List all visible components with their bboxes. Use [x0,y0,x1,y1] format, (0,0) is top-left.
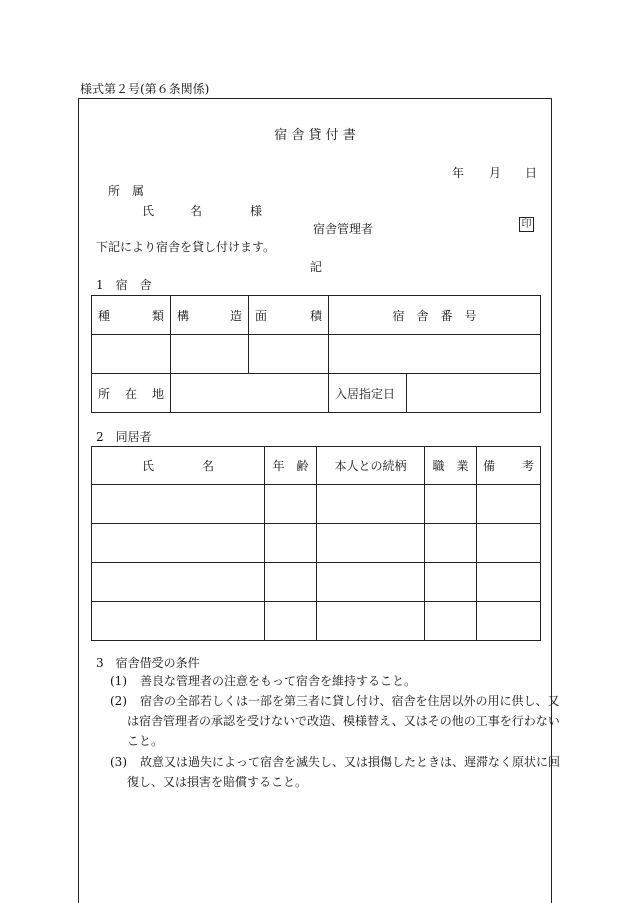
cohabitants-table [91,446,541,641]
cohabitant-age-cell[interactable] [265,524,317,563]
location-label: 所 在 地 [98,386,164,401]
section-3-heading: 3 宿舎借受の条件 [96,656,200,670]
seal-stamp: 印 [519,217,534,232]
header-relation: 本人との続柄 [334,459,407,473]
cohabitant-occupation-cell[interactable] [425,563,477,602]
location-cell[interactable] [171,374,329,413]
cohabitant-occupation-cell[interactable] [425,524,477,563]
condition-1-number: (1) [110,674,127,688]
cohabitant-remarks-cell[interactable] [477,602,541,641]
header-occupation: 職 業 [432,459,469,473]
move-in-date-cell[interactable] [407,374,541,413]
cohabitant-name-cell[interactable] [92,485,265,524]
structure-cell[interactable] [171,335,249,374]
cohabitant-relation-cell[interactable] [317,485,425,524]
header-area: 面 積 [255,308,322,323]
manager-label: 宿舎管理者 [313,222,374,236]
cohabitant-relation-cell[interactable] [317,524,425,563]
header-dormitory-number: 宿 舎 番 号 [392,308,477,323]
dormitory-number-cell[interactable] [329,335,541,374]
cohabitant-age-cell[interactable] [265,485,317,524]
cohabitants-header-row [92,447,541,485]
type-cell[interactable] [92,335,171,374]
section-1-heading: 1 宿 舎 [96,278,152,292]
intro-text: 下記により宿舎を貸し付けます。 [96,240,276,254]
date-day: 日 [525,166,538,180]
header-name: 氏 名 [141,459,214,473]
name-label: 氏 名 様 [142,204,263,218]
cohabitant-relation-cell[interactable] [317,602,425,641]
header-age: 年 齢 [272,459,309,473]
cohabitant-name-cell[interactable] [92,524,265,563]
location-row [92,374,541,413]
cohabitant-relation-cell[interactable] [317,563,425,602]
cohabitant-age-cell[interactable] [265,602,317,641]
condition-3-line-2: 復し、又は損害を賠償すること。 [127,775,308,789]
document-title: 宿 舎 貸 付 書 [274,128,356,143]
dormitory-header-row [92,296,541,335]
table-row [92,485,541,524]
cohabitant-occupation-cell[interactable] [425,485,477,524]
area-cell[interactable] [249,335,329,374]
section-2-heading: 2 同居者 [96,430,152,444]
header-structure: 構 造 [177,308,242,323]
cohabitant-name-cell[interactable] [92,602,265,641]
table-row [92,524,541,563]
cohabitant-remarks-cell[interactable] [477,524,541,563]
move-in-date-label: 入居指定日 [335,386,396,401]
dormitory-table [91,295,541,413]
date-year: 年 [452,166,465,180]
condition-2-line-1: 宿舎の全部若しくは一部を第三者に貸し付け、宿舎を住居以外の用に供し、又 [140,694,560,708]
form-number-label: 様式第２号(第６条関係) [80,82,210,96]
ki-heading: 記 [310,260,323,274]
cohabitant-age-cell[interactable] [265,563,317,602]
header-type: 種 類 [98,308,164,323]
table-row [92,602,541,641]
dormitory-input-row [92,335,541,374]
condition-2-line-3: こと。 [127,734,164,748]
header-remarks: 備 考 [483,459,534,473]
condition-1-line-1: 善良な管理者の注意をもって宿舎を維持すること。 [140,674,417,688]
cohabitant-remarks-cell[interactable] [477,563,541,602]
condition-3-line-1: 故意又は過失によって宿舎を滅失し、又は損傷したときは、遅滞なく原状に回 [140,755,561,769]
date-month: 月 [489,166,502,180]
affiliation-label: 所 属 [108,184,145,198]
condition-3-number: (3) [110,755,127,769]
cohabitant-name-cell[interactable] [92,563,265,602]
condition-2-number: (2) [110,694,127,708]
cohabitant-occupation-cell[interactable] [425,602,477,641]
cohabitant-remarks-cell[interactable] [477,485,541,524]
condition-2-line-2: は宿舎管理者の承認を受けないで改造、模様替え、又はその他の工事を行わない [127,714,560,728]
table-row [92,563,541,602]
